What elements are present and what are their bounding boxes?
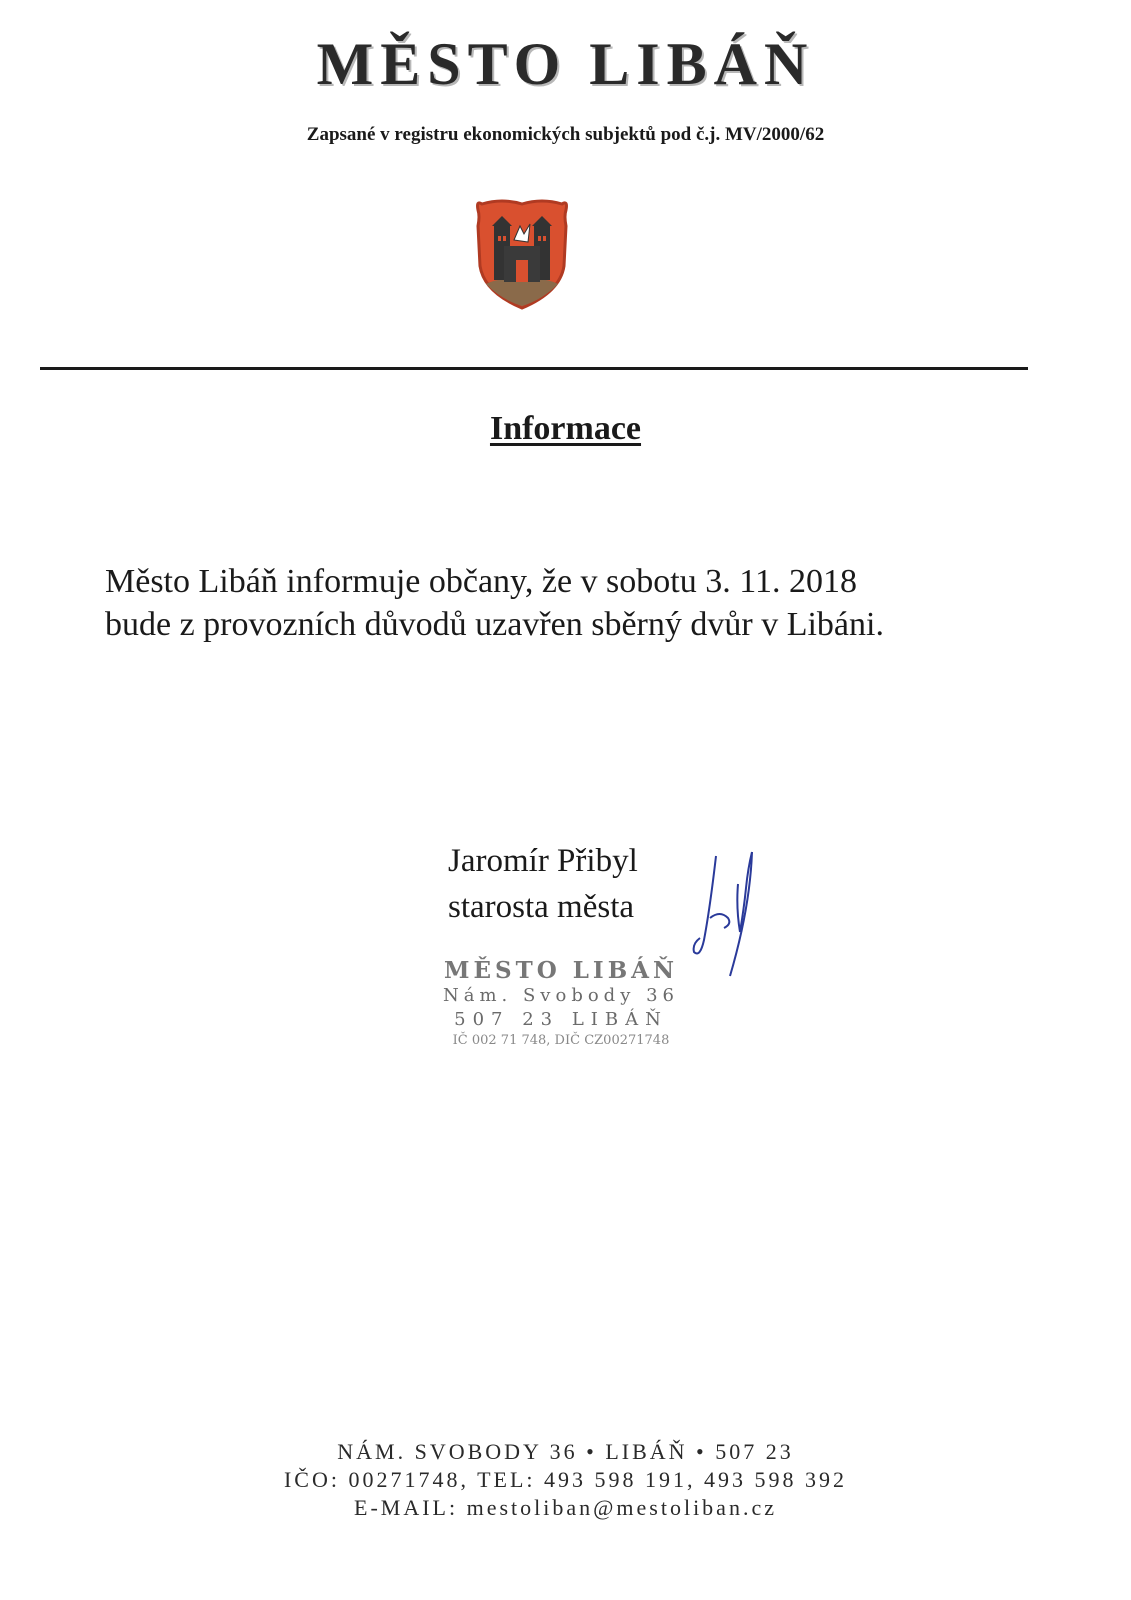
footer-ids-phones: IČO: 00271748, TEL: 493 598 191, 493 598 392: [283, 1467, 848, 1492]
document-heading: [0, 410, 1131, 448]
stamp-line-2: Nám. Svobody 36: [442, 985, 679, 1006]
footer-email: E-MAIL: mestoliban@mestoliban.cz: [354, 1495, 777, 1520]
header-divider: [40, 367, 1028, 370]
footer-contact: [0, 1438, 1131, 1522]
signer-block: [448, 838, 708, 930]
coat-of-arms-icon: [472, 196, 572, 312]
stamp-line-4: IČ 002 71 748, DIČ CZ00271748: [452, 1033, 670, 1048]
announcement-text: [105, 560, 1025, 646]
letterhead-title: MĚSTO LIBÁŇ: [316, 31, 815, 97]
footer-address: NÁM. SVOBODY 36 • LIBÁŇ • 507 23: [337, 1439, 794, 1464]
handwritten-signature: [690, 848, 780, 1008]
signer-name: Jaromír Přibyl: [448, 843, 638, 879]
stamp-line-3: 507 23 LIBÁŇ: [454, 1009, 668, 1030]
registry-note: Zapsané v registru ekonomických subjektů pod č.j. MV/2000/62: [306, 124, 825, 145]
official-stamp: [430, 958, 692, 1050]
announcement-line-1: Město Libáň informuje občany, že v sobotu 3. 11. 2018: [105, 563, 857, 600]
heading-text: Informace: [489, 410, 642, 447]
signer-role: starosta města: [448, 889, 635, 925]
announcement-line-2: bude z provozních důvodů uzavřen sběrný dvůr v Libáni.: [105, 606, 884, 643]
stamp-line-1: MĚSTO LIBÁŇ: [444, 957, 678, 984]
